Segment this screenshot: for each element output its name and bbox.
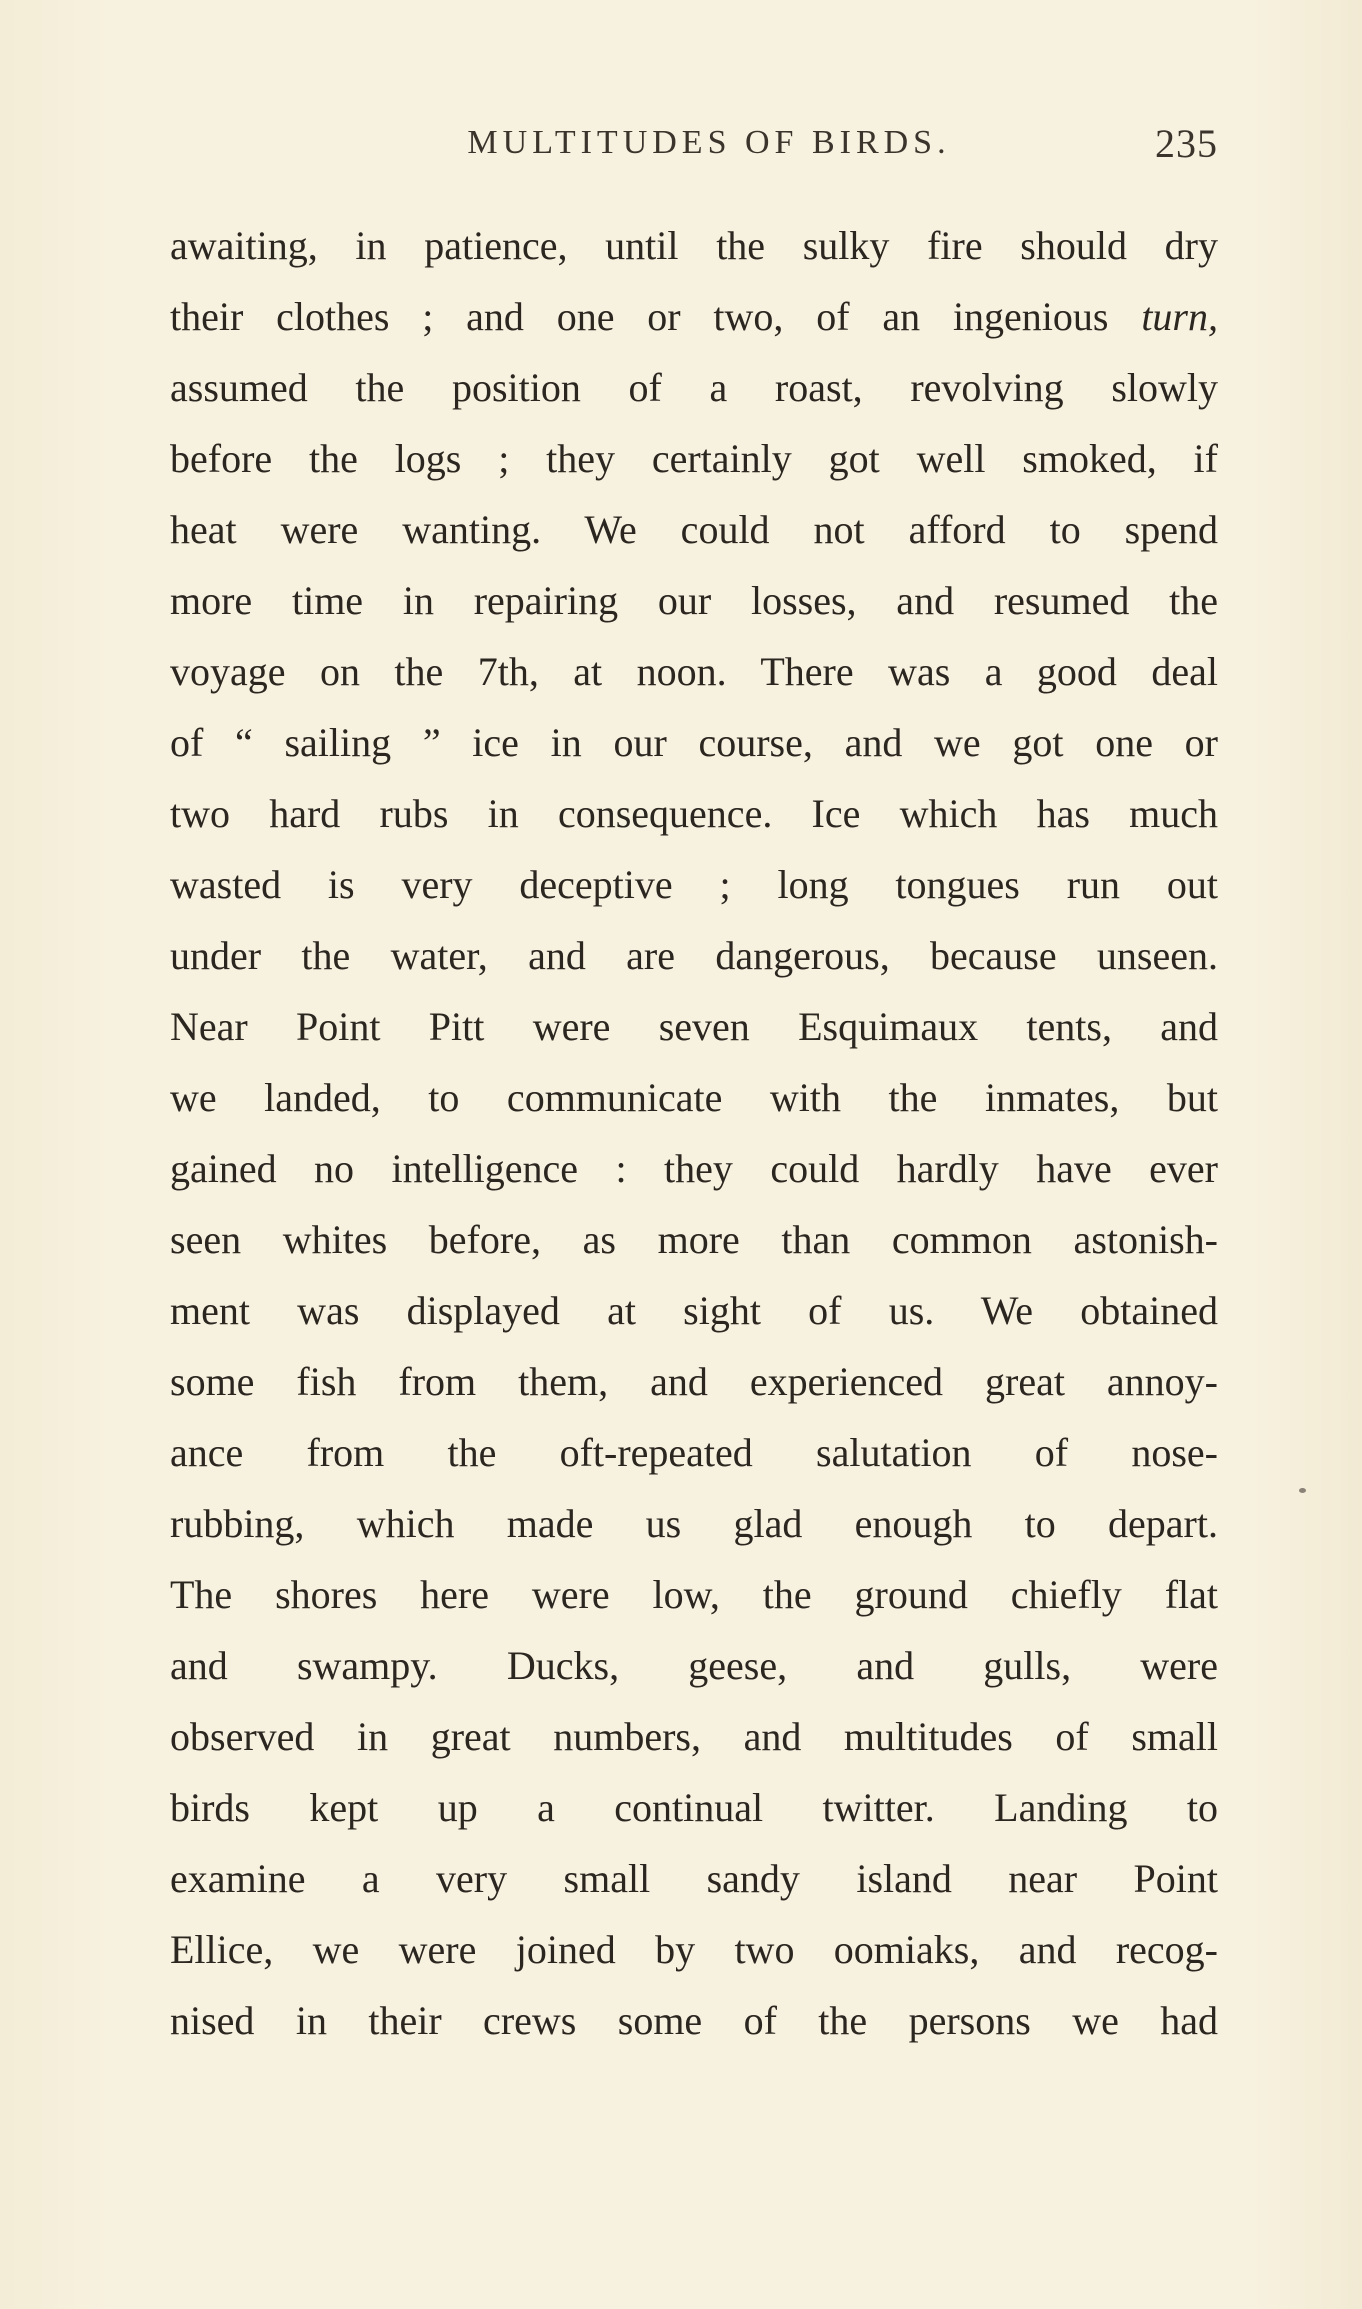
text-line-26: nised in their crews some of the persons we had xyxy=(170,1998,1218,2043)
ink-speck xyxy=(1299,1488,1306,1493)
body-text xyxy=(170,210,1218,2056)
text-line-11: under the water, and are dangerous, because unseen. xyxy=(170,933,1218,978)
text-line-18: ance from the oft-repeated salutation of nose- xyxy=(170,1430,1218,1475)
text-line-14: gained no intelligence : they could hardly have ever xyxy=(170,1146,1218,1191)
text-line-8: of “ sailing ” ice in our course, and we got one or xyxy=(170,720,1218,765)
italic-word: turn, xyxy=(1141,294,1218,339)
text-line-22: observed in great numbers, and multitudes of small xyxy=(170,1714,1218,1759)
text-line-25: Ellice, we were joined by two oomiaks, and recog- xyxy=(170,1927,1218,1972)
text-line-4: before the logs ; they certainly got well smoked, if xyxy=(170,436,1218,481)
text-line-12: Near Point Pitt were seven Esquimaux tents, and xyxy=(170,1004,1218,1049)
text-line-23: birds kept up a continual twitter. Landing to xyxy=(170,1785,1218,1830)
text-line-1: awaiting, in patience, until the sulky fire should dry xyxy=(170,223,1218,268)
text-line-2-roman: their clothes ; and one or two, of an ingenious xyxy=(170,294,1142,339)
text-line-20: The shores here were low, the ground chiefly flat xyxy=(170,1572,1218,1617)
text-line-3: assumed the position of a roast, revolving slowly xyxy=(170,365,1218,410)
text-line-15: seen whites before, as more than common astonish- xyxy=(170,1217,1218,1262)
running-title: MULTITUDES OF BIRDS. xyxy=(467,124,951,161)
text-line-2 xyxy=(170,281,1218,352)
text-line-21: and swampy. Ducks, geese, and gulls, were xyxy=(170,1643,1218,1688)
running-head xyxy=(170,120,1218,168)
text-line-19: rubbing, which made us glad enough to depart. xyxy=(170,1501,1218,1546)
text-line-7: voyage on the 7th, at noon. There was a good deal xyxy=(170,649,1218,694)
text-line-13: we landed, to communicate with the inmates, but xyxy=(170,1075,1218,1120)
text-line-5: heat were wanting. We could not afford to spend xyxy=(170,507,1218,552)
text-line-6: more time in repairing our losses, and resumed the xyxy=(170,578,1218,623)
text-line-9: two hard rubs in consequence. Ice which has much xyxy=(170,791,1218,836)
text-line-10: wasted is very deceptive ; long tongues run out xyxy=(170,862,1218,907)
text-line-24: examine a very small sandy island near Point xyxy=(170,1856,1218,1901)
text-line-17: some fish from them, and experienced great annoy- xyxy=(170,1359,1218,1404)
page-number: 235 xyxy=(1155,121,1218,166)
text-line-16: ment was displayed at sight of us. We obtained xyxy=(170,1288,1218,1333)
